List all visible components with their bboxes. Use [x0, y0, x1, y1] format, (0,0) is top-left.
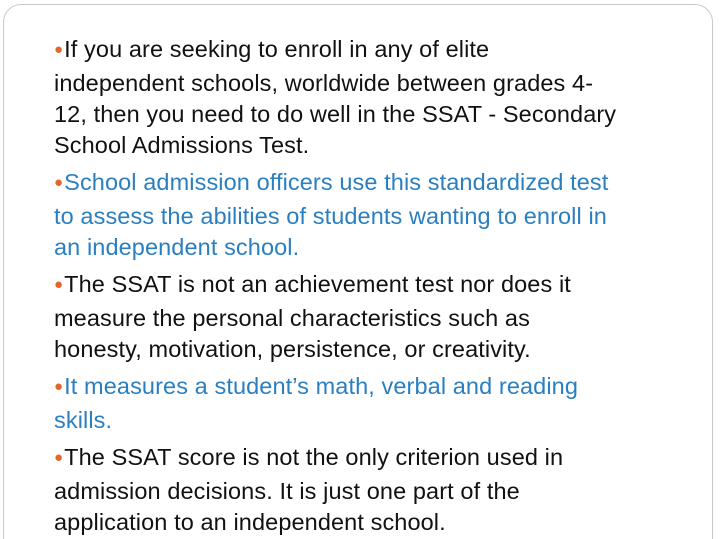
bullet-line: to assess the abilities of students wanting to enroll in [54, 203, 607, 229]
bullet-line: honesty, motivation, persistence, or creativity. [54, 336, 531, 362]
bullet-item [54, 371, 694, 436]
bullet-item [54, 442, 694, 538]
bullet-list [54, 34, 694, 539]
bullet-line: School admission officers use this standardized test [64, 169, 609, 195]
bullet-line: School Admissions Test. [54, 132, 310, 158]
bullet-line: admission decisions. It is just one part of the [54, 478, 520, 504]
bullet-line: If you are seeking to enroll in any of elite [64, 36, 490, 62]
bullet-line: independent schools, worldwide between grades 4- [54, 70, 594, 96]
bullet-line: It measures a student’s math, verbal and reading [64, 373, 578, 399]
bullet-dot-icon: ● [54, 378, 64, 395]
bullet-item [54, 269, 694, 365]
bullet-item [54, 34, 694, 161]
bullet-dot-icon: ● [54, 276, 64, 293]
bullet-line: The SSAT score is not the only criterion used in [64, 444, 564, 470]
bullet-dot-icon: ● [54, 41, 64, 58]
bullet-dot-icon: ● [54, 174, 64, 191]
bullet-item [54, 167, 694, 263]
bullet-line: application to an independent school. [54, 509, 446, 535]
bullet-line: measure the personal characteristics such as [54, 305, 530, 331]
bullet-line: 12, then you need to do well in the SSAT - Secondary [54, 101, 617, 127]
bullet-line: skills. [54, 407, 113, 433]
bullet-line: an independent school. [54, 234, 300, 260]
bullet-line: The SSAT is not an achievement test nor does it [64, 271, 571, 297]
bullet-dot-icon: ● [54, 449, 64, 466]
